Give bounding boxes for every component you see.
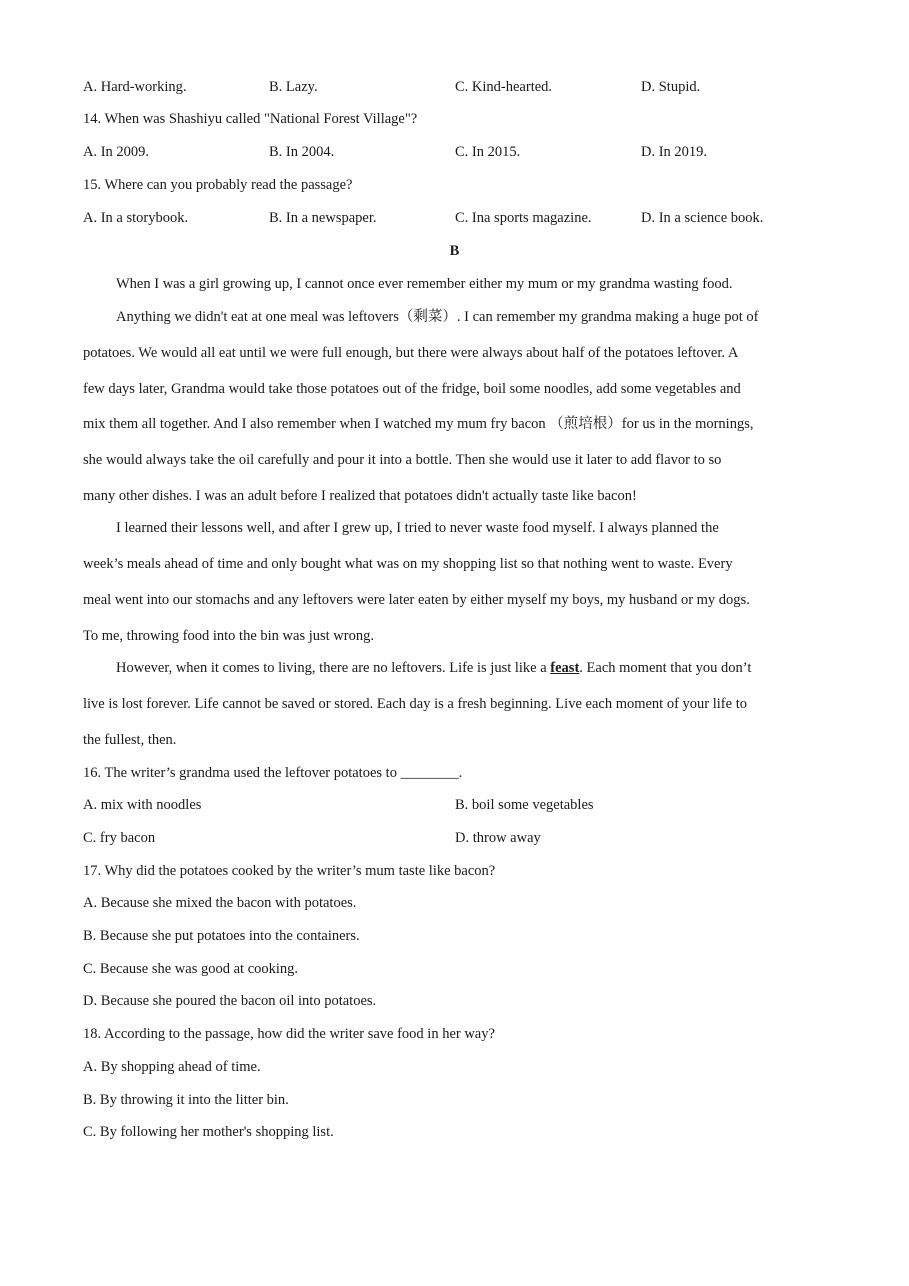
q17-option-b: B. Because she put potatoes into the containers. — [83, 928, 360, 944]
q16-option-a: A. mix with noodles — [83, 797, 202, 813]
q18-option-c: C. By following her mother's shopping list. — [83, 1124, 334, 1140]
q14-question: 14. When was Shashiyu called "National Forest Village"? — [83, 111, 418, 127]
passage-p2-line: she would always take the oil carefully and pour it into a bottle. Then she would use it later to add flavor to so — [83, 452, 722, 468]
q16-option-b: B. boil some vegetables — [455, 797, 594, 813]
q15-option-a: A. In a storybook. — [83, 210, 189, 226]
q17-question: 17. Why did the potatoes cooked by the writer’s mum taste like bacon? — [83, 863, 496, 879]
passage-p2-line: Anything we didn't eat at one meal was leftovers（剩菜）. I can remember my grandma making a huge pot of — [116, 309, 759, 325]
passage-p3-line: week’s meals ahead of time and only bought what was on my shopping list so that nothing went to waste. Every — [83, 556, 733, 572]
passage-p4-line: the fullest, then. — [83, 732, 177, 748]
passage-p2-line: mix them all together. And I also remember when I watched my mum fry bacon （煎培根）for us in the mornings, — [83, 416, 754, 432]
passage-p3-line: I learned their lessons well, and after I grew up, I tried to never waste food myself. I always planned the — [116, 520, 719, 536]
q14-option-c: C. In 2015. — [455, 144, 521, 160]
q17-option-a: A. Because she mixed the bacon with potatoes. — [83, 895, 357, 911]
passage-p3-line: To me, throwing food into the bin was just wrong. — [83, 628, 374, 644]
passage-p2-line: few days later, Grandma would take those potatoes out of the fridge, boil some noodles, add some vegetables and — [83, 381, 741, 397]
passage-p2-line: many other dishes. I was an adult before I realized that potatoes didn't actually taste like bacon! — [83, 488, 637, 504]
q16-option-d: D. throw away — [455, 830, 541, 846]
passage-p2-line: potatoes. We would all eat until we were full enough, but there were always about half of the potatoes leftover. A — [83, 345, 739, 361]
q16-question: 16. The writer’s grandma used the leftover potatoes to ________. — [83, 765, 463, 781]
q17-option-c: C. Because she was good at cooking. — [83, 961, 299, 977]
passage-paragraph-1: When I was a girl growing up, I cannot once ever remember either my mum or my grandma wasting food. — [116, 276, 733, 292]
q16-option-c: C. fry bacon — [83, 830, 156, 846]
q18-option-b: B. By throwing it into the litter bin. — [83, 1092, 289, 1108]
q13-option-d: D. Stupid. — [641, 79, 701, 95]
passage-p4-line-1 — [116, 659, 861, 677]
q15-option-d: D. In a science book. — [641, 210, 764, 226]
q18-option-a: A. By shopping ahead of time. — [83, 1059, 261, 1075]
p4-text-before: However, when it comes to living, there are no leftovers. Life is just like a — [116, 660, 551, 676]
q15-option-c: C. Ina sports magazine. — [455, 210, 592, 226]
q14-option-d: D. In 2019. — [641, 144, 708, 160]
q13-option-b: B. Lazy. — [269, 79, 318, 95]
q18-question: 18. According to the passage, how did the writer save food in her way? — [83, 1026, 495, 1042]
q15-question: 15. Where can you probably read the passage? — [83, 177, 353, 193]
section-b-title: B — [449, 243, 460, 259]
passage-p3-line: meal went into our stomachs and any leftovers were later eaten by either myself my boys, my husband or my dogs. — [83, 592, 750, 608]
q17-option-d: D. Because she poured the bacon oil into potatoes. — [83, 993, 377, 1009]
q13-option-c: C. Kind-hearted. — [455, 79, 553, 95]
q14-option-b: B. In 2004. — [269, 144, 335, 160]
passage-p4-line: live is lost forever. Life cannot be saved or stored. Each day is a fresh beginning. Live each moment of your life to — [83, 696, 747, 712]
q14-option-a: A. In 2009. — [83, 144, 150, 160]
p4-text-after: . Each moment that you don’t — [579, 660, 752, 676]
q15-option-b: B. In a newspaper. — [269, 210, 377, 226]
feast-keyword: feast — [550, 660, 580, 676]
q13-option-a: A. Hard-working. — [83, 79, 187, 95]
